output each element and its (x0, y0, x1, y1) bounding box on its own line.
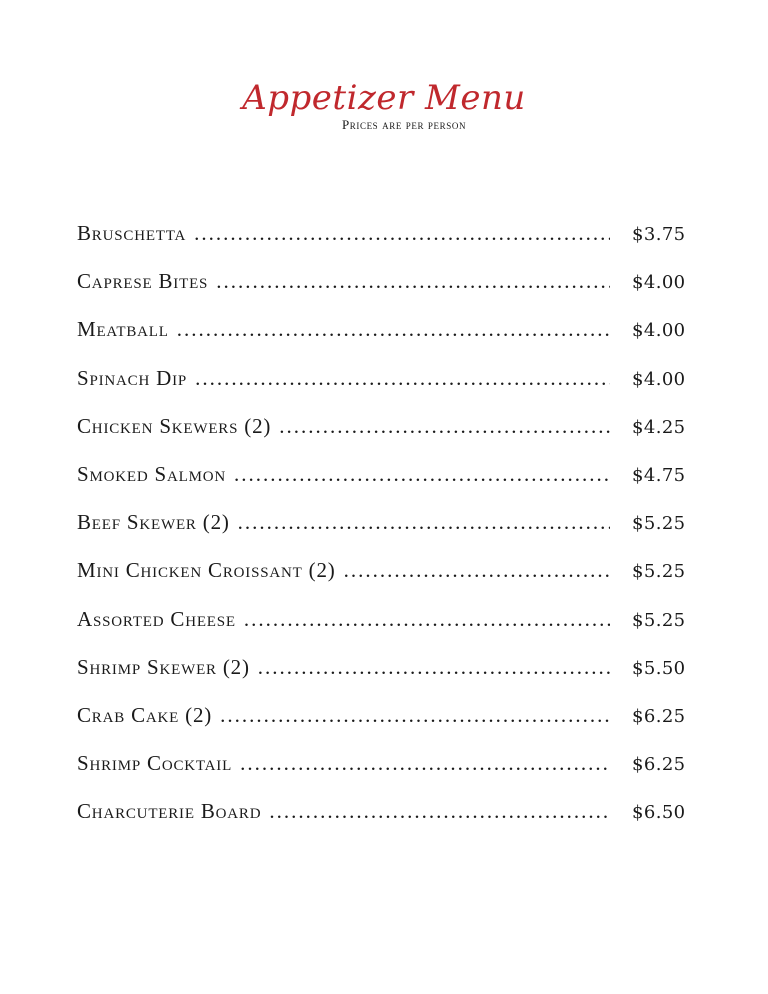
menu-item-price: $5.50 (632, 657, 686, 679)
menu-item-price: $6.25 (632, 754, 686, 776)
menu-item-name: Spinach Dip (77, 365, 188, 390)
dot-leader (220, 698, 610, 732)
menu-item-name: Shrimp Cocktail (77, 751, 233, 776)
dot-leader (238, 505, 610, 539)
menu-item (77, 264, 692, 312)
menu-item-name: Shrimp Skewer (2) (77, 654, 250, 679)
menu-title: Appetizer Menu (242, 78, 526, 118)
menu-item-price: $5.25 (632, 513, 686, 535)
menu-subtitle: Prices are per person (341, 117, 467, 132)
menu-item-name: Caprese Bites (77, 269, 209, 294)
menu-item-name: Beef Skewer (2) (77, 510, 230, 535)
menu-item-name: Charcuterie Board (77, 799, 262, 824)
dot-leader (344, 553, 610, 587)
menu-item-name: Meatball (77, 317, 169, 342)
menu-item-price: $4.00 (632, 368, 686, 390)
menu-item (77, 746, 692, 794)
dot-leader (216, 264, 610, 298)
menu-item (77, 650, 692, 698)
menu-item (77, 505, 692, 553)
menu-item (77, 794, 692, 842)
menu-item-price: $5.25 (632, 609, 686, 631)
menu-item (77, 553, 692, 601)
menu-item-price: $4.00 (632, 272, 686, 294)
dot-leader (234, 457, 610, 491)
menu-item (77, 312, 692, 360)
dot-leader (240, 746, 610, 780)
menu-item-name: Chicken Skewers (2) (77, 413, 272, 438)
menu-item (77, 698, 692, 746)
menu-item-name: Mini Chicken Croissant (2) (77, 558, 336, 583)
menu-item (77, 361, 692, 409)
menu-item-price: $6.50 (632, 802, 686, 824)
dot-leader (258, 650, 610, 684)
menu-list (77, 216, 692, 842)
dot-leader (194, 216, 610, 250)
menu-item-price: $6.25 (632, 705, 686, 727)
dot-leader (177, 312, 610, 346)
menu-item-name: Assorted Cheese (77, 606, 236, 631)
menu-item-price: $4.75 (632, 464, 686, 486)
menu-item-name: Smoked Salmon (77, 461, 227, 486)
menu-item-name: Bruschetta (77, 221, 187, 245)
dot-leader (269, 794, 610, 828)
menu-item-price: $4.00 (632, 320, 686, 342)
menu-item-price: $4.25 (632, 416, 686, 438)
menu-item (77, 216, 692, 264)
menu-item (77, 457, 692, 505)
menu-item (77, 409, 692, 457)
dot-leader (244, 602, 610, 636)
dot-leader (195, 361, 610, 395)
menu-item-price: $3.75 (632, 224, 686, 245)
menu-item-name: Crab Cake (2) (77, 702, 213, 727)
menu-item (77, 602, 692, 650)
menu-header (0, 78, 768, 132)
menu-item-price: $5.25 (632, 561, 686, 583)
dot-leader (279, 409, 610, 443)
